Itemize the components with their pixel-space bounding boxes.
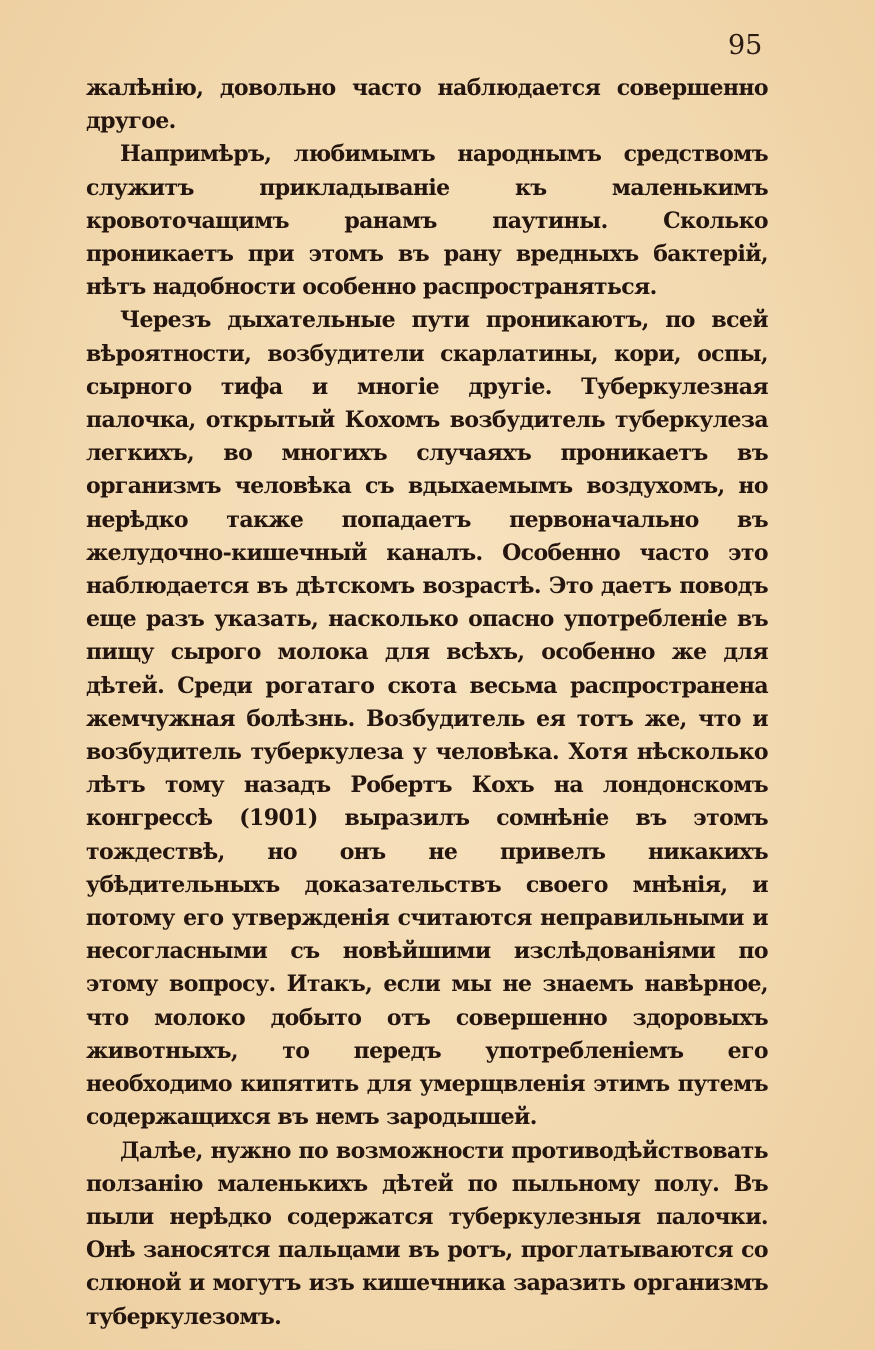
page-number: 95	[728, 30, 763, 61]
paragraph-2: Напримѣръ, любимымъ народнымъ средствомъ служитъ прикладываніе къ маленькимъ кровоточащимъ ранамъ паутины. Сколько проникаетъ при этомъ въ рану вредныхъ бактерій, нѣтъ надобности особенно распространяться.	[86, 141, 768, 301]
paragraph-1: жалѣнію, довольно часто наблюдается совершенно другое.	[86, 75, 768, 135]
paragraph-3: Черезъ дыхательные пути проникаютъ, по всей вѣроятности, возбудители скарлатины, кори, оспы, сырного тифа и многіе другіе. Туберкулезная палочка, открытый Кохомъ возбудитель туберкулеза легкихъ, во многихъ случаяхъ проникаетъ въ организмъ человѣка съ вдыхаемымъ воздухомъ, но нерѣдко также попадаетъ первоначально въ желудочно-кишечный каналъ. Особенно часто это наблюдается въ дѣтскомъ возрастѣ. Это даетъ поводъ еще разъ указать, насколько опасно употребленіе въ пищу сырого молока для всѣхъ, особенно же для дѣтей. Среди рогатаго скота весьма распространена жемчужная болѣзнь. Возбудитель ея тотъ же, что и возбудитель туберкулеза у человѣка. Хотя нѣсколько лѣтъ тому назадъ Робертъ Кохъ на лондонскомъ конгрессѣ (1901) выразилъ сомнѣніе въ этомъ тождествѣ, но онъ не привелъ никакихъ убѣдительныхъ доказательствъ своего мнѣнія, и потому его утвержденія считаются неправильными и несогласными съ новѣйшими изслѣдованіями по этому вопросу. Итакъ, если мы не знаемъ навѣрное, что молоко добыто отъ совершенно здоровыхъ животныхъ, то передъ употребленіемъ его необходимо кипятить для умерщвленія этимъ путемъ содержащихся въ немъ зародышей.	[86, 307, 768, 1131]
body-text	[86, 72, 768, 1334]
paragraph-4: Далѣе, нужно по возможности противодѣйствовать ползанію маленькихъ дѣтей по пыльному полу. Въ пыли нерѣдко содержатся туберкулезныя палочки. Онѣ заносятся пальцами въ ротъ, проглатываются со слюной и могутъ изъ кишечника заразить организмъ туберкулезомъ.	[86, 1137, 768, 1330]
